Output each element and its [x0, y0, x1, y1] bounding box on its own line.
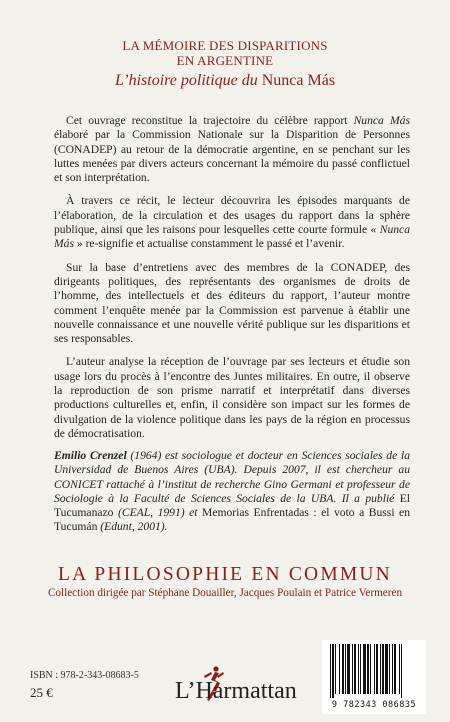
- bio-text-a: (1964) est sociologue et docteur en Sciences sociales de la Universidad de Buenos Aires (UBA). Depuis 2007, il est chercheur au CONICET rattaché à l’institut de recherche Gino Germani et professeur de Sociologie à la Faculté de Sciences Sociales de la UBA. Il a publié: [54, 449, 411, 505]
- barcode-bar: [401, 644, 402, 698]
- series-title: LA PHILOSOPHIE EN COMMUN: [58, 564, 392, 585]
- barcode-bar: [374, 644, 375, 694]
- barcode: [322, 640, 426, 714]
- paragraph-2: [54, 194, 410, 251]
- bio-text-c: (Edunt, 2001).: [97, 520, 168, 534]
- publisher-logo: [175, 664, 325, 706]
- p1-text-b: élaboré par la Commission Nationale sur la Disparition de Personnes (CONADEP) au retour de la démocratie argentine, en se penchant sur les luttes menées par divers acteurs concernant la mémoire du passé conflictuel et son interprétation.: [54, 128, 410, 185]
- subtitle-italic: L’histoire politique du: [114, 72, 258, 89]
- barcode-bar: [389, 644, 390, 694]
- barcode-bar: [354, 644, 356, 694]
- subtitle-roman: Nunca Más: [261, 72, 336, 89]
- isbn: ISBN : 978-2-343-08683-5: [30, 670, 139, 681]
- p1-emphasis: Nunca Más: [353, 114, 410, 127]
- paragraph-4: L’auteur analyse la réception de l’ouvrage par ses lecteurs et étudie son usage lors du procès à l’encontre des Juntes militaires. En outre, il observe la reproduction de son prisme narratif et interprétatif dans diverses productions culturelles et, enfin, il considère son impact sur les formes de divulgation de la violence politique dans les pays de la région en processus de démocratisation.: [54, 355, 410, 440]
- title-line-2: EN ARGENTINE: [176, 53, 274, 68]
- barcode-bar: [345, 644, 346, 694]
- barcode-bars: [326, 644, 422, 698]
- bio-book-2: Memorias Enfrentadas : el voto a Bussi en Tucumán: [54, 506, 410, 534]
- barcode-bar: [347, 644, 350, 694]
- barcode-bar: [367, 644, 369, 694]
- p2-text-a: À travers ce récit, le lecteur découvrira les épisodes marquants de l’élaboration, de la circulation et des usages du rapport dans la sphère publique, ainsi que les raisons pour lesquelles cette courte formule «: [54, 194, 410, 237]
- paragraph-1: [54, 114, 410, 185]
- title-line-1: LA MÉMOIRE DES DISPARITIONS: [122, 38, 328, 53]
- author-bio: [54, 449, 410, 535]
- barcode-bar: [352, 644, 353, 694]
- bio-book-1: El Tucumanazo: [54, 491, 410, 520]
- barcode-number: 9 782343 086835: [331, 700, 417, 710]
- barcode-bar: [335, 644, 336, 694]
- barcode-bar: [358, 644, 359, 694]
- summary-text: [54, 114, 410, 450]
- barcode-bar: [332, 644, 334, 698]
- barcode-bar: [363, 644, 366, 694]
- price: 25 €: [30, 685, 53, 700]
- barcode-bar: [376, 644, 378, 694]
- barcode-bar: [339, 644, 340, 694]
- barcode-bar: [342, 644, 344, 694]
- book-title-block: [30, 38, 420, 91]
- p2-emphasis: Nunca Más: [54, 223, 410, 251]
- barcode-bar: [394, 644, 396, 694]
- barcode-bar: [370, 644, 371, 694]
- barcode-bar: [382, 644, 384, 694]
- barcode-bar: [399, 644, 400, 694]
- bio-text-b: (CEAL, 1991) et: [113, 506, 203, 520]
- barcode-bar: [360, 644, 361, 694]
- barcode-bar: [392, 644, 393, 694]
- p2-text-b: » re-signifie et actualise constamment le passé et l’avenir.: [73, 237, 345, 251]
- p1-text-a: Cet ouvrage reconstitue la trajectoire du célèbre rapport: [66, 114, 354, 127]
- series-editors: Collection dirigée par Stéphane Douailler, Jacques Poulain et Patrice Vermeren: [47, 587, 403, 599]
- publisher-name: L’Harmattan: [175, 678, 297, 704]
- barcode-bar: [380, 644, 381, 694]
- paragraph-3: Sur la base d’entretiens avec des membres de la CONADEP, des dirigeants politiques, des représentants des organismes de droits de l’homme, des intellectuels et des éditeurs du rapport, l’auteur montre comment l’enquête menée par la Commission est parvenue à établir une nouvelle connaissance et une nouvelle vérité publique sur les disparitions et ses responsables.: [54, 260, 410, 346]
- barcode-bar: [385, 644, 388, 694]
- author-name: Emilio Crenzel: [54, 449, 127, 462]
- barcode-bar: [330, 644, 331, 698]
- book-subtitle: [30, 71, 420, 91]
